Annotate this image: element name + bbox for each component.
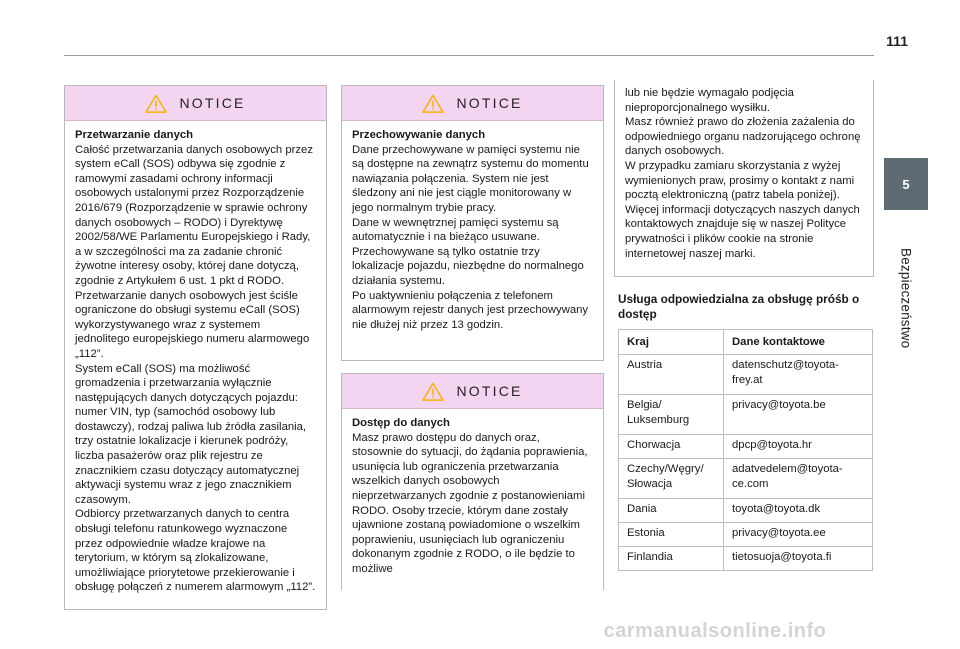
country-cell: Estonia xyxy=(619,523,724,547)
contacts-table xyxy=(618,329,873,571)
column-header-contact: Dane kontaktowe xyxy=(724,330,873,355)
notice-paragraph: Masz również prawo do złożenia zażalenia do odpowiedniego organu nadzorującego ochronę danych osobowych. xyxy=(625,116,861,158)
table-row xyxy=(619,355,873,395)
table-header-row xyxy=(619,330,873,355)
warning-icon xyxy=(422,382,444,401)
contact-email-cell: privacy@toyota.ee xyxy=(724,523,873,547)
table-row xyxy=(619,523,873,547)
table-row xyxy=(619,435,873,459)
notice-paragraph: Po uaktywnieniu połączenia z telefonem alarmowym rejestr danych jest przechowywany nie dłużej niż przez 13 godzin. xyxy=(352,289,589,331)
country-cell: Dania xyxy=(619,499,724,523)
notice-paragraph: Przechowywane są tylko ostatnie trzy lokalizacje pojazdu, niezbędne do normalnego działania systemu. xyxy=(352,245,584,287)
notice-continuation xyxy=(614,80,874,277)
country-cell: Austria xyxy=(619,355,724,395)
notice-paragraph: Odbiorcy przetwarzanych danych to centra obsługi telefonu ratunkowego wyznaczone przez odpowiednie władze krajowe na terytorium, w którym są zlokalizowane, umożliwiające priorytetowe przekierowanie i obsługę połączeń z numerem alarmowym „112”. xyxy=(75,508,316,594)
top-rule xyxy=(64,55,874,56)
notice-heading: Dostęp do danych xyxy=(352,417,450,429)
notice-paragraph: Masz prawo dostępu do danych oraz, stosownie do sytuacji, do żądania poprawienia, usunięcia lub ograniczenia przetwarzania wszelkich danych osobowych nieprzetwarzanych zgodnie z postanowieniami RODO. Osoby trzecie, którym dane zostały ujawnione zostaną powiadomione o wszelkim poprawieniu, usunięciach lub ograniczeniu dokonanym zgodnie z RODO, o ile będzie to możliwe xyxy=(352,431,588,575)
notice-data-access xyxy=(341,373,604,590)
notice-paragraph: Całość przetwarzania danych osobowych przez system eCall (SOS) odbywa się zgodnie z ramowymi zasadami ochrony informacji osobowych ustalonymi przez Rozporządzenie 2016/679 (Rozporządzenie w sprawie ochrony danych osobowych – RODO) i Dyrektywę 2002/58/WE Parlamentu Europejskiego i Rady, a w szczególności ma za zadanie chronić żywotne interesy osoby, której dane dotyczą, zgodnie z Artykułem 6 ust. 1 pkt d RODO. xyxy=(75,143,313,287)
notice-data-storage xyxy=(341,85,604,361)
notice-paragraph: Dane w wewnętrznej pamięci systemu są automatycznie i na bieżąco usuwane. xyxy=(352,216,559,244)
notice-paragraph: System eCall (SOS) ma możliwość gromadzenia i przetwarzania wyłącznie następujących danych dotyczących pojazdu: numer VIN, typ (samochód osobowy lub dostawczy), rodzaj paliwa lub źródła zasilania, trzy ostatnie lokalizacje i kierunek podróży, liczba pasażerów oraz plik rejestru ze znacznikiem czasu dotyczący automatycznej aktywacji systemu wraz z jego znacznikiem czasowym. xyxy=(75,362,307,506)
notice-paragraph: W przypadku zamiaru skorzystania z wyżej wymienionych praw, prosimy o kontakt z nami pocztą elektroniczną (patrz tabela poniżej). Więcej informacji dotyczących naszych danych kontaktowych znajduje się w naszej Polityce prywatności i plików cookie na stronie internetowej naszej marki. xyxy=(625,159,860,260)
warning-icon xyxy=(145,94,167,113)
contact-email-cell: tietosuoja@toyota.fi xyxy=(724,547,873,571)
notice-body xyxy=(342,409,603,583)
watermark: carmanualsonline.info xyxy=(603,620,827,642)
chapter-title-text: Bezpieczeństwo xyxy=(898,247,914,349)
notice-paragraph: Dane przechowywane w pamięci systemu nie są dostępne na zewnątrz systemu do momentu nawiązania połączenia. System nie jest śledzony ani nie jest ciągle monitorowany w jego normalnym trybie pracy. xyxy=(352,143,589,214)
contact-email-cell: dpcp@toyota.hr xyxy=(724,435,873,459)
country-cell: Czechy/Węgry/ Słowacja xyxy=(619,459,724,499)
notice-body xyxy=(342,121,603,338)
country-cell: Finlandia xyxy=(619,547,724,571)
notice-header xyxy=(65,86,326,121)
contact-email-cell: toyota@toyota.dk xyxy=(724,499,873,523)
chapter-tab[interactable] xyxy=(884,158,928,210)
table-row xyxy=(619,499,873,523)
notice-header xyxy=(342,374,603,409)
notice-data-processing xyxy=(64,85,327,610)
warning-icon xyxy=(422,94,444,113)
chapter-title xyxy=(876,228,936,368)
notice-heading: Przechowywanie danych xyxy=(352,129,486,141)
notice-paragraph: Przetwarzanie danych osobowych jest ściśle ograniczone do obsługi systemu eCall (SOS) wykorzystywanego wraz z systemem jednolitego europejskiego numeru alarmowego „112”. xyxy=(75,289,310,360)
contact-email-cell: adatvedelem@toyota-ce.com xyxy=(724,459,873,499)
section-title: Usługa odpowiedzialna za obsługę próśb o dostęp xyxy=(618,292,860,321)
notice-label: NOTICE xyxy=(179,95,246,111)
country-cell: Belgia/ Luksemburg xyxy=(619,395,724,435)
notice-label: NOTICE xyxy=(456,95,523,111)
chapter-number: 5 xyxy=(902,176,910,192)
table-row xyxy=(619,459,873,499)
country-cell: Chorwacja xyxy=(619,435,724,459)
notice-heading: Przetwarzanie danych xyxy=(75,129,194,141)
table-row xyxy=(619,395,873,435)
notice-label: NOTICE xyxy=(456,383,523,399)
notice-body xyxy=(65,121,326,601)
contact-email-cell: datenschutz@toyota-frey.at xyxy=(724,355,873,395)
notice-paragraph: lub nie będzie wymagało podjęcia nieproporcjonalnego wysiłku. xyxy=(625,87,794,114)
contact-email-cell: privacy@toyota.be xyxy=(724,395,873,435)
column-header-country: Kraj xyxy=(619,330,724,355)
table-row xyxy=(619,547,873,571)
page-number: 111 xyxy=(886,33,908,49)
notice-header xyxy=(342,86,603,121)
